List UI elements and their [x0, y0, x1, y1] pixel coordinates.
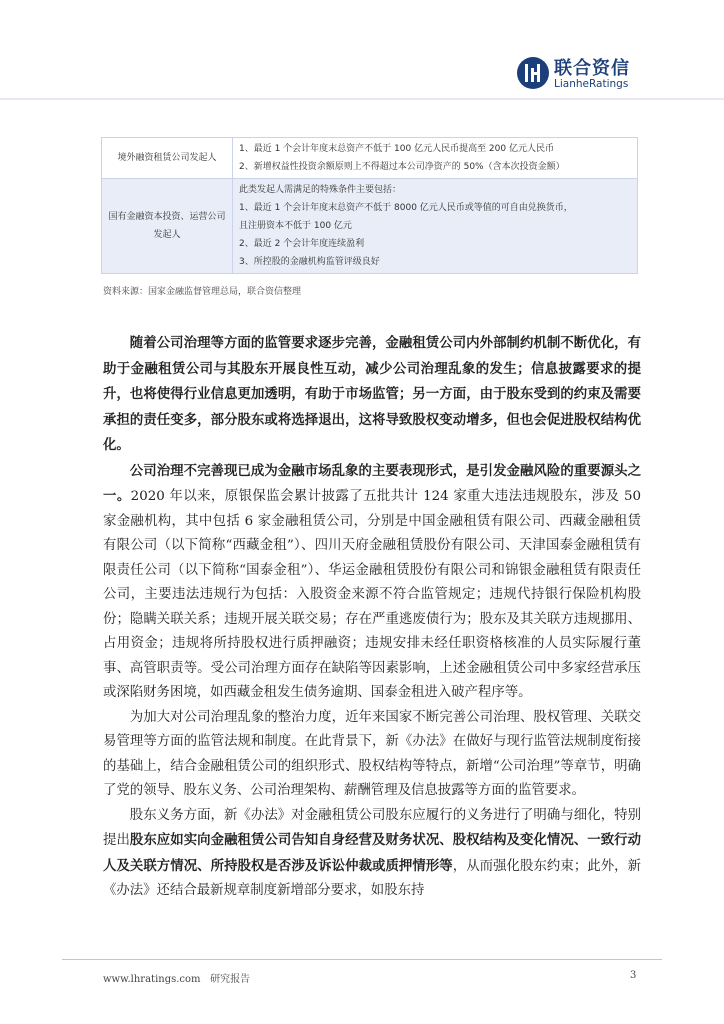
paragraph-4-text-a: 股东义务方面，新《办法》对金融租赁公司股东应履行的义务进行了明确与细化，特别提出 [103, 807, 641, 848]
requirement-line: 且注册资本不低于 100 亿元 [239, 221, 352, 231]
paragraph-2-bold: 公司治理不完善现已成为金融市场乱象的主要表现形式，是引发金融风险的重要源头之一。 [103, 462, 641, 504]
paragraph-3 [103, 706, 641, 804]
paragraph-1-bold: 随着公司治理等方面的监管要求逐步完善，金融租赁公司内外部制约机制不断优化，有助于金融租赁公司与其股东开展良性互动，减少公司治理乱象的发生；信息披露要求的提升，也将使得行业信息更加透明，有助于市场监管；另一方面，由于股东受到的约束及需要承担的责任变多，部分股东或将选择退出，这将导致股权变动增多，但也会促进股权结构优化。 [103, 335, 641, 453]
footer-url[interactable]: www.lhratings.com [103, 974, 201, 985]
paragraph-1 [103, 331, 641, 459]
logo-chinese-name: 联合资信 [554, 58, 630, 79]
table-source-note: 资料来源：国家金融监督管理总局，联合资信整理 [103, 287, 302, 297]
page-number: 3 [630, 970, 637, 981]
header-divider [0, 98, 724, 100]
requirement-line: 1、最近 1 个会计年度末总资产不低于 100 亿元人民币提高至 200 亿元人民币 [239, 144, 554, 154]
requirement-line: 1、最近 1 个会计年度末总资产不低于 8000 亿元人民币或等值的可自由兑换货币， [239, 203, 573, 213]
lianhe-logo [516, 54, 646, 94]
footer-site [103, 970, 250, 985]
footer-label: 研究报告 [210, 974, 251, 985]
requirement-line: 2、新增权益性投资余额原则上不得超过本公司净资产的 50%（含本次投资金额） [239, 162, 565, 172]
table-row [102, 138, 638, 179]
logo-english-name: LianheRatings [554, 78, 629, 90]
requirement-line: 此类发起人需满足的特殊条件主要包括： [239, 185, 402, 195]
paragraph-4-text-b: ，从而强化股东约束；此外，新《办法》还结合最新规章制度新增部分要求，如股东持 [103, 858, 642, 898]
paragraph-2 [103, 459, 641, 706]
table-row-key: 国有金融资本投资、运营公司发起人 [102, 179, 233, 274]
paragraph-2-text: 2020 年以来，原银保监会累计披露了五批共计 124 家重大违法违规股东，涉及 50 家金融机构，其中包括 6 家金融租赁公司，分别是中国金融租赁有限公司、西藏金融租赁有限公司（以下简称“西藏金租”）、四川天府金融租赁股份有限公司、天津国泰金融租赁有限责任公司（以下简称“国泰金租”）、华运金融租赁股份有限公司和锦银金融租赁有限责任公司，主要违法违规行为包括：入股资金来源不符合监管规定；违规代持银行保险机构股份；隐瞒关联关系；违规开展关联交易；存在严重逃废债行为；股东及其关联方违规挪用、占用资金；违规将所持股权进行质押融资；违规安排未经任职资格核准的人员实际履行董事、高管职责等。受公司治理方面存在缺陷等因素影响，上述金融租赁公司中多家经营承压或深陷财务困境，如西藏金租发生债务逾期、国泰金租进入破产程序等。 [103, 489, 642, 700]
paragraph-4-bold: 股东应如实向金融租赁公司告知自身经营及财务状况、股权结构及变化情况、一致行动人及关联方情况、所持股权是否涉及诉讼仲裁或质押情形等 [103, 832, 642, 874]
table-row-value [233, 179, 638, 274]
report-body [103, 331, 641, 904]
table-row [102, 179, 638, 274]
requirement-line: 3、所控股的金融机构监管评级良好 [239, 257, 380, 267]
requirements-table [101, 137, 638, 274]
paragraph-3-text: 为加大对公司治理乱象的整治力度，近年来国家不断完善公司治理、股权管理、关联交易管理等方面的监管法规和制度。在此背景下，新《办法》在做好与现行监管法规制度衔接的基础上，结合金融租赁公司的组织形式、股权结构等特点，新增“公司治理”等章节，明确了党的领导、股东义务、公司治理架构、薪酬管理及信息披露等方面的监管要求。 [103, 709, 641, 798]
requirement-line: 2、最近 2 个会计年度连续盈利 [239, 239, 365, 249]
footer-divider [62, 959, 662, 960]
paragraph-4 [103, 804, 641, 904]
table-row-key: 境外融资租赁公司发起人 [102, 138, 233, 179]
lianhe-logo-icon [516, 56, 550, 90]
table-row-value [233, 138, 638, 179]
